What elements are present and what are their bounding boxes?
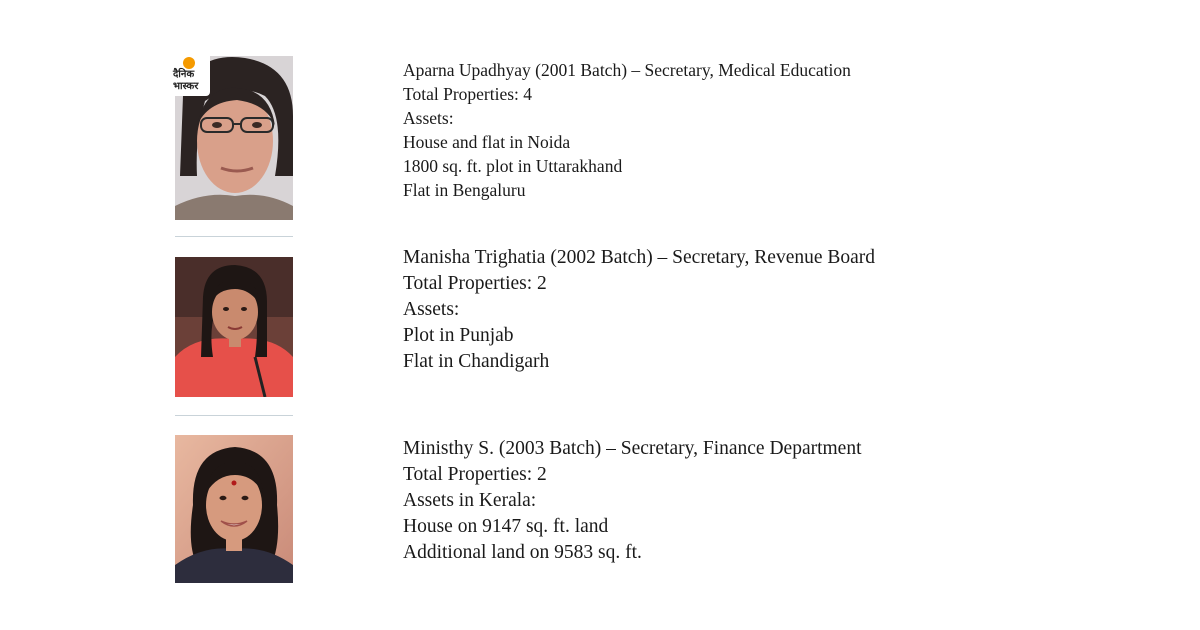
officer-entry-1: [403, 58, 1103, 202]
officer-name-line: Ministhy S. (2003 Batch) – Secretary, Finance Department: [403, 438, 862, 459]
officer-name-line: Aparna Upadhyay (2001 Batch) – Secretary, Medical Education: [403, 60, 851, 80]
assets-heading: Assets in Kerala:: [403, 490, 537, 511]
assets-heading: Assets:: [403, 299, 460, 320]
officer-photo-ministhy: [175, 435, 293, 583]
divider: [175, 415, 293, 416]
asset-item: House and flat in Noida: [403, 132, 571, 152]
asset-item: 1800 sq. ft. plot in Uttarakhand: [403, 156, 623, 176]
asset-item: Flat in Chandigarh: [403, 351, 550, 372]
newspaper-logo: [170, 50, 210, 96]
officer-entry-2: [403, 245, 1103, 375]
officer-photo-manisha: [175, 257, 293, 397]
divider: [175, 236, 293, 237]
officer-entry-3: [403, 436, 1103, 566]
asset-item: Flat in Bengaluru: [403, 180, 526, 200]
total-properties: Total Properties: 4: [403, 84, 533, 104]
asset-item: Plot in Punjab: [403, 325, 514, 346]
assets-heading: Assets:: [403, 108, 454, 128]
total-properties: Total Properties: 2: [403, 273, 547, 294]
logo-text-top: दैनिक: [173, 69, 195, 80]
sun-icon: [183, 57, 195, 69]
total-properties: Total Properties: 2: [403, 464, 547, 485]
officer-name-line: Manisha Trighatia (2002 Batch) – Secretary, Revenue Board: [403, 247, 876, 268]
asset-item: Additional land on 9583 sq. ft.: [403, 542, 642, 563]
logo-text-bottom: भास्कर: [173, 81, 199, 92]
asset-item: House on 9147 sq. ft. land: [403, 516, 609, 537]
